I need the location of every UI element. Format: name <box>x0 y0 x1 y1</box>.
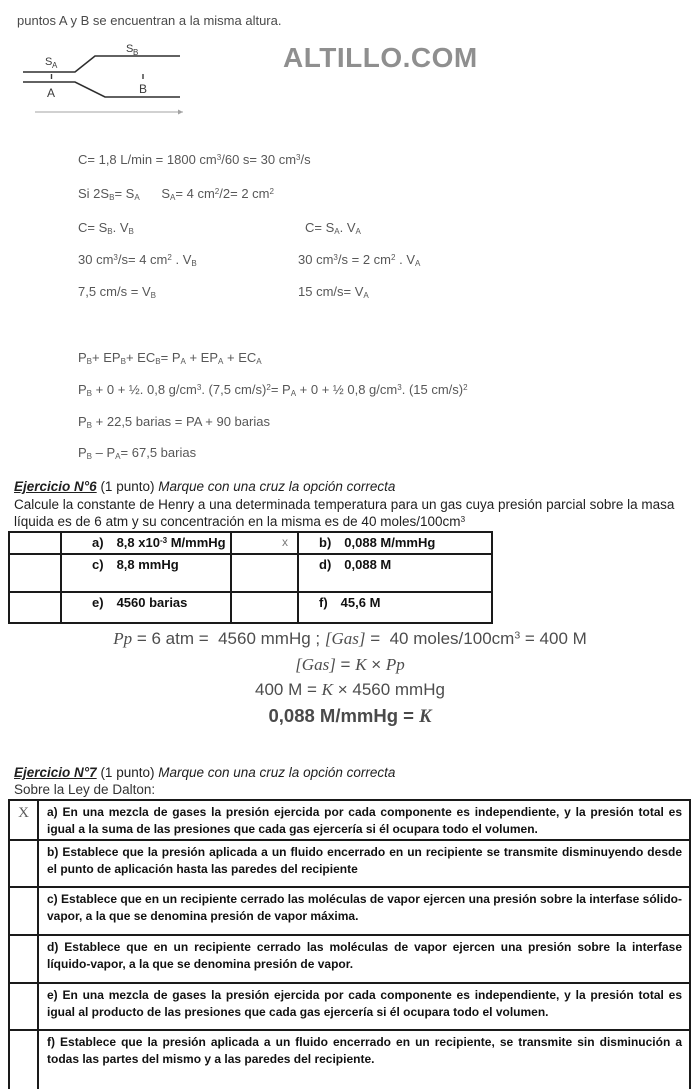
flow-eq-5-left: 7,5 $cm/s = V_B$ <box>78 284 156 300</box>
exercise6-question: Calcule la constante de Henry a una determinada temperatura para un gas cuya presión parcial sobre la masa líquida es de 6 atm y su concentración en la misma es de 40 moles/$100cm^3$ <box>14 497 675 529</box>
label-sa-sub: A <box>52 61 58 70</box>
exercise7-instruction: Marque con una cruz la opción correcta <box>158 765 396 780</box>
flow-eq-4-right: 30 $cm^3/s = 2$ $cm^2$ . $V_A$ <box>298 252 421 268</box>
option-b-cell <box>298 532 492 554</box>
flow-eq-5-right: 15 $cm/s= V_A$ <box>298 284 369 300</box>
exercise7-subtitle: Sobre la Ley de Dalton: <box>14 782 156 797</box>
option-a-cell: a) En una mezcla de gases la presión ejercida por cada componente es independiente, y la presión total es igual a la suma de las presiones que cada gas ejercería si él ocupara todo el volumen. <box>38 800 690 840</box>
answer-mark-cell: X <box>9 800 38 840</box>
answer-mark-cell <box>231 592 298 623</box>
option-value: 45,6 M <box>340 595 381 610</box>
answer-mark-cell <box>9 592 61 623</box>
exercise6-title: Ejercicio N°6 <box>14 479 97 494</box>
exercise6-instruction: Marque con una cruz la opción correcta <box>158 479 396 494</box>
table-row <box>9 592 492 623</box>
option-letter: e) <box>92 595 104 610</box>
bernoulli-eq-1: $P_B+ EP_B+ EC_B= P_A + EP_A + EC_A$ <box>78 350 262 366</box>
answer-mark-cell <box>9 532 61 554</box>
exercise6-header <box>14 479 395 494</box>
answer-mark-cell <box>9 983 38 1030</box>
option-value: 4560 barias <box>116 595 188 610</box>
flow-eq-3-right: $C= S_A$. $V_A$ <box>305 220 361 236</box>
table-row <box>9 554 492 592</box>
flow-eq-4-left: 30 $cm^3/s= 4$ $cm^2$ . $V_B$ <box>78 252 197 268</box>
option-e-cell <box>61 592 231 623</box>
option-letter: b) <box>319 535 332 550</box>
exercise7-options-table <box>8 799 691 1089</box>
exercise6-options-table <box>8 531 493 624</box>
option-letter: c) <box>92 557 104 572</box>
flow-direction-arrow <box>35 110 183 115</box>
answer-mark-cell <box>9 554 61 592</box>
table-row <box>9 935 690 983</box>
option-e-cell: e) En una mezcla de gases la presión ejercida por cada componente es independiente, y la presión total es igual al producto de las presiones que cada gas ejercería si él ocupara todo el volumen. <box>38 983 690 1030</box>
option-c-cell <box>61 554 231 592</box>
option-f-cell: f) Establece que la presión aplicada a un fluido encerrado en un recipiente, se transmite sin disminución a todas las partes del mismo y a las paredes del recipiente. <box>38 1030 690 1089</box>
option-d-cell <box>298 554 492 592</box>
exercise7-points: (1 punto) <box>96 765 159 780</box>
table-row <box>9 840 690 887</box>
altillo-watermark: ALTILLO.COM <box>283 42 478 73</box>
table-row <box>9 1030 690 1089</box>
label-point-a: A <box>47 86 56 100</box>
table-row <box>9 887 690 935</box>
label-sb: S <box>126 43 134 55</box>
label-sb-sub: B <box>133 48 139 57</box>
exercise7-header <box>14 765 395 780</box>
intro-text: puntos A y B se encuentran a la misma altura. <box>17 13 282 28</box>
bernoulli-eq-3: $P_B + 22,5$ barias = PA + 90 barias <box>78 414 270 430</box>
option-letter: f) <box>319 595 328 610</box>
henry-work-line-2: [Gas] = K × Pp <box>295 655 405 674</box>
answer-mark-cell: x <box>231 532 298 554</box>
option-value: 0,088 M/mmHg <box>344 535 436 550</box>
option-b-cell: b) Establece que la presión aplicada a un fluido encerrado en un recipiente se transmite disminuyendo desde el punto de aplicación hasta las paredes del recipiente <box>38 840 690 887</box>
flow-eq-3-left: $C= S_B$. $V_B$ <box>78 220 134 236</box>
option-value: 8,8 mmHg <box>116 557 179 572</box>
answer-mark-cell <box>9 840 38 887</box>
answer-mark-cell <box>9 887 38 935</box>
henry-work-line-1: Pp = 6 atm = 4560 mmHg ; [Gas] = 40 moles/$100cm^3 = 400$ M <box>113 629 587 648</box>
table-row <box>9 983 690 1030</box>
table-row <box>9 532 492 554</box>
table-row <box>9 800 690 840</box>
option-value: 0,088 M <box>344 557 392 572</box>
label-point-b: B <box>139 82 148 96</box>
pipe-diagram <box>20 40 195 120</box>
exercise6-points: (1 punto) <box>96 479 159 494</box>
answer-mark-cell <box>9 935 38 983</box>
bernoulli-eq-4: $P_B - P_A= 67,5$ barias <box>78 445 197 461</box>
answer-mark-cell <box>231 554 298 592</box>
henry-work-result: 0,088 M/mmHg = K <box>268 705 432 727</box>
option-a-cell <box>61 532 231 554</box>
henry-work-line-3: 400 M = K × 4560 mmHg <box>255 680 445 699</box>
option-letter: a) <box>92 535 104 550</box>
point-markers <box>52 74 144 79</box>
option-letter: d) <box>319 557 332 572</box>
option-value: 8,8 $x10^{-3}$ M/mmHg <box>116 535 226 550</box>
option-f-cell <box>298 592 492 623</box>
option-d-cell: d) Establece que en un recipiente cerrado las moléculas de vapor ejercen una presión sobre la interfase líquido-vapor, a la que se denomina presión de vapor. <box>38 935 690 983</box>
flow-eq-2: Si $2S_B= S_A$ $S_A= 4$ $cm^2/2= 2$ $cm^2$ <box>78 186 274 202</box>
option-c-cell: c) Establece que en un recipiente cerrado las moléculas de vapor ejercen una presión sobre la interfase sólido-vapor, a la que se denomina presión de vapor máxima. <box>38 887 690 935</box>
flow-eq-1: C= 1,8 L/min = 1800 $cm^3/60$ s= 30 $cm^3/s$ <box>78 152 311 167</box>
label-sa: S <box>45 56 53 68</box>
exercise7-title: Ejercicio N°7 <box>14 765 97 780</box>
answer-mark-cell <box>9 1030 38 1089</box>
bernoulli-eq-2: $P_B + 0$ + ½. 0,8 $g/cm^3$. (7,5 $cm/s)^2= P_A + 0$ + ½ 0,8 $g/cm^3$. (15 cm/s)$^2$ <box>78 382 468 398</box>
